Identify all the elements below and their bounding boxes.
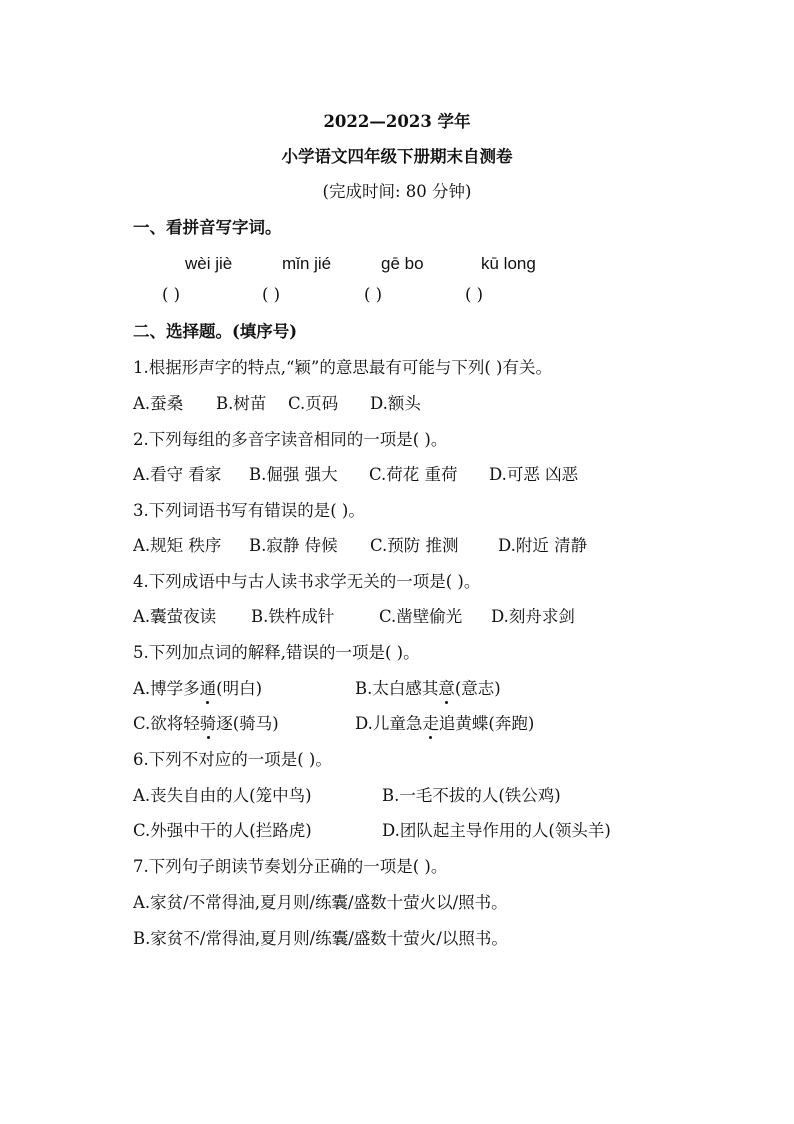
exam-title: 小学语文四年级下册期末自测卷 <box>281 147 513 166</box>
option-c: C.页码 <box>288 394 339 413</box>
option-b: B.倔强 强大 <box>249 465 338 484</box>
pinyin-3: gē bo <box>381 254 424 273</box>
option-b: B.树苗 <box>216 394 267 413</box>
dotted-character: 走 <box>422 714 439 733</box>
option-a: A.规矩 秩序 <box>133 536 222 555</box>
option-d: D.额头 <box>370 394 421 413</box>
answer-blank-4[interactable]: ( ) <box>465 285 484 304</box>
option-a: A.蚕桑 <box>133 394 184 413</box>
option-text: (意志) <box>454 679 501 698</box>
section2-heading: 二、选择题。(填序号) <box>133 322 298 341</box>
exam-year: 2022—2023 学年 <box>323 112 471 131</box>
option-b: B.家贫不/常得油,夏月则/练囊/盛数十萤火/以照书。 <box>133 929 508 948</box>
answer-blank-3[interactable]: ( ) <box>364 285 383 304</box>
option-b: B.铁杵成针 <box>251 607 335 626</box>
option-a: A.丧失自由的人(笼中鸟) <box>133 786 312 805</box>
pinyin-4: kū long <box>481 254 536 273</box>
option-c: C.外强中干的人(拦路虎) <box>133 821 312 840</box>
option-c: C.凿壁偷光 <box>379 607 463 626</box>
question-stem: 1.根据形声字的特点,“颖”的意思最有可能与下列( )有关。 <box>133 358 552 377</box>
option-a: A.家贫/不常得油,夏月则/练囊/盛数十萤火以/照书。 <box>133 893 508 912</box>
option-c: C.预防 推测 <box>370 536 459 555</box>
question-stem: 2.下列每组的多音字读音相同的一项是( )。 <box>133 430 448 449</box>
option-b: B.一毛不拔的人(铁公鸡) <box>382 786 561 805</box>
question-stem: 7.下列句子朗读节奏划分正确的一项是( )。 <box>133 857 448 876</box>
answer-blank-2[interactable]: ( ) <box>262 285 281 304</box>
option-text: D.儿童急 <box>355 714 423 733</box>
answer-blank-1[interactable]: ( ) <box>162 285 181 304</box>
option-text: (明白) <box>216 679 263 698</box>
pinyin-1: wèi jiè <box>185 254 233 273</box>
question-stem: 5.下列加点词的解释,错误的一项是( )。 <box>133 643 420 662</box>
option-c: C.荷花 重荷 <box>369 465 458 484</box>
option-d: D.刻舟求剑 <box>491 607 575 626</box>
option-d: D.团队起主导作用的人(领头羊) <box>382 821 611 840</box>
option-text: C.欲将轻 <box>133 714 200 733</box>
option-text: B.太白感其 <box>355 679 439 698</box>
option-a <box>133 679 262 699</box>
option-c <box>133 714 279 734</box>
pinyin-2: mǐn jié <box>282 254 332 273</box>
question-stem: 4.下列成语中与古人读书求学无关的一项是( )。 <box>133 572 481 591</box>
option-a: A.看守 看家 <box>133 465 222 484</box>
dotted-character: 骑 <box>199 714 217 733</box>
option-d: D.可恶 凶恶 <box>489 465 579 484</box>
question-stem: 6.下列不对应的一项是( )。 <box>133 750 332 769</box>
option-b: B.寂静 侍候 <box>249 536 338 555</box>
option-text: 追黄蝶(奔跑) <box>438 714 535 733</box>
dotted-character: 意 <box>438 679 455 698</box>
option-b <box>355 679 501 699</box>
dotted-character: 通 <box>199 679 217 698</box>
option-text: A.博学多 <box>133 679 200 698</box>
section1-heading: 一、看拼音写字词。 <box>133 218 282 237</box>
option-text: 逐(骑马) <box>216 714 279 733</box>
question-stem: 3.下列词语书写有错误的是( )。 <box>133 501 365 520</box>
option-a: A.囊萤夜读 <box>133 607 217 626</box>
exam-time-note: (完成时间: 80 分钟) <box>322 182 472 201</box>
option-d <box>355 714 534 734</box>
option-d: D.附近 清静 <box>498 536 588 555</box>
